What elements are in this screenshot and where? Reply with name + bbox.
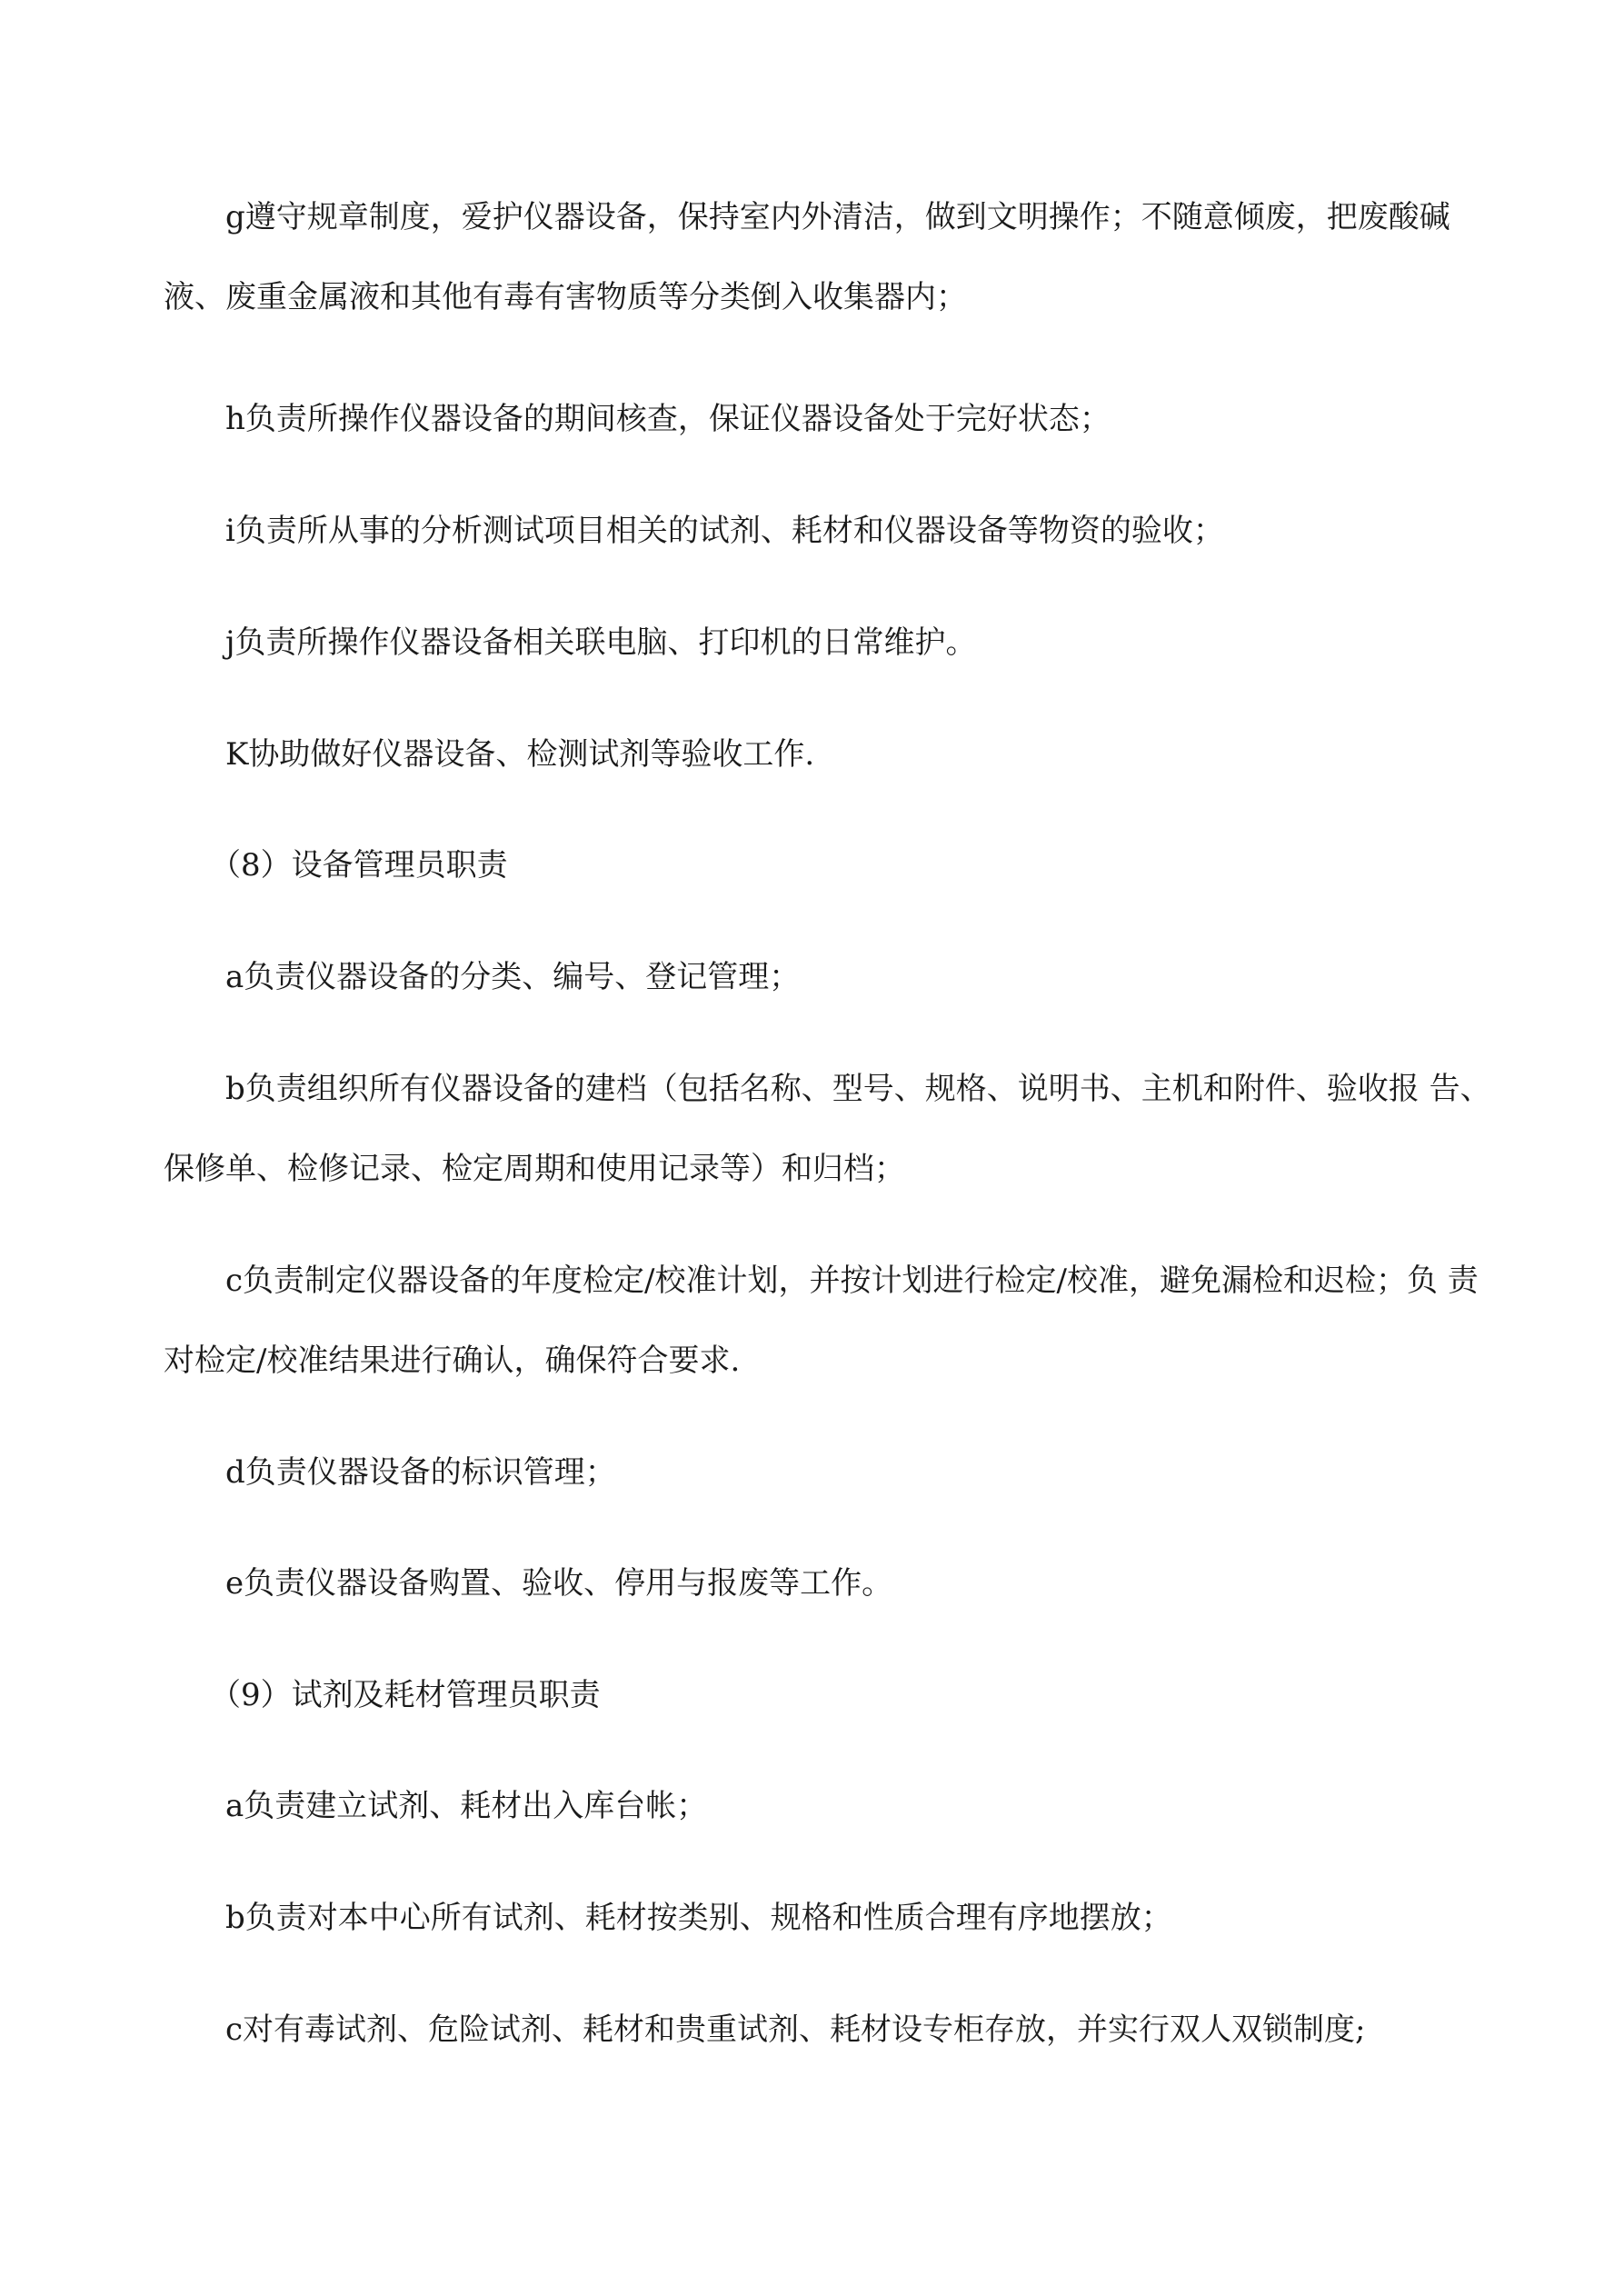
paragraph-k bbox=[164, 736, 1499, 773]
paragraph-line: d负责仪器设备的标识管理； bbox=[164, 1454, 616, 1491]
paragraph-8c bbox=[164, 1263, 1499, 1379]
section-heading-9 bbox=[164, 1677, 1499, 1713]
paragraph-8a bbox=[164, 959, 1499, 995]
paragraph-line: a负责仪器设备的分类、编号、登记管理； bbox=[164, 959, 801, 995]
paragraph-line: a负责建立试剂、耗材出入库台帐； bbox=[164, 1788, 708, 1824]
paragraph-line: h负责所操作仪器设备的期间核查，保证仪器设备处于完好状态； bbox=[164, 401, 1111, 437]
paragraph-line: j负责所操作仪器设备相关联电脑、打印机的日常维护。 bbox=[164, 624, 977, 661]
paragraph-9a bbox=[164, 1788, 1499, 1824]
paragraph-9b bbox=[164, 1900, 1499, 1936]
paragraph-line: b负责对本中心所有试剂、耗材按类别、规格和性质合理有序地摆放； bbox=[164, 1900, 1172, 1936]
paragraph-g bbox=[164, 199, 1499, 315]
paragraph-line: i负责所从事的分析测试项目相关的试剂、耗材和仪器设备等物资的验收； bbox=[164, 513, 1224, 549]
paragraph-i bbox=[164, 513, 1499, 549]
paragraph-line: K协助做好仪器设备、检测试剂等验收工作. bbox=[164, 736, 815, 773]
paragraph-line: （8）设备管理员职责 bbox=[164, 847, 508, 883]
paragraph-line: c对有毒试剂、危险试剂、耗材和贵重试剂、耗材设专柜存放，并实行双人双锁制度; bbox=[164, 2011, 1366, 2048]
paragraph-line: e负责仪器设备购置、验收、停用与报废等工作。 bbox=[164, 1565, 893, 1602]
paragraph-line: 对检定/校准结果进行确认，确保符合要求. bbox=[164, 1343, 741, 1379]
paragraph-j bbox=[164, 624, 1499, 661]
paragraph-line: c负责制定仪器设备的年度检定/校准计划，并按计划进行检定/校准，避免漏检和迟检；负 责 bbox=[164, 1263, 1479, 1299]
paragraph-8d bbox=[164, 1454, 1499, 1491]
paragraph-8e bbox=[164, 1565, 1499, 1602]
paragraph-line: 液、废重金属液和其他有毒有害物质等分类倒入收集器内； bbox=[164, 279, 967, 315]
paragraph-line: g遵守规章制度，爱护仪器设备，保持室内外清洁，做到文明操作；不随意倾废，把废酸碱 bbox=[164, 199, 1450, 235]
paragraph-8b bbox=[164, 1071, 1499, 1187]
paragraph-line: 保修单、检修记录、检定周期和使用记录等）和归档； bbox=[164, 1151, 905, 1187]
paragraph-line: b负责组织所有仪器设备的建档（包括名称、型号、规格、说明书、主机和附件、验收报 告、 bbox=[164, 1071, 1491, 1107]
paragraph-9c bbox=[164, 2011, 1499, 2048]
section-heading-8 bbox=[164, 847, 1499, 883]
paragraph-line: （9）试剂及耗材管理员职责 bbox=[164, 1677, 601, 1713]
paragraph-h bbox=[164, 401, 1499, 437]
